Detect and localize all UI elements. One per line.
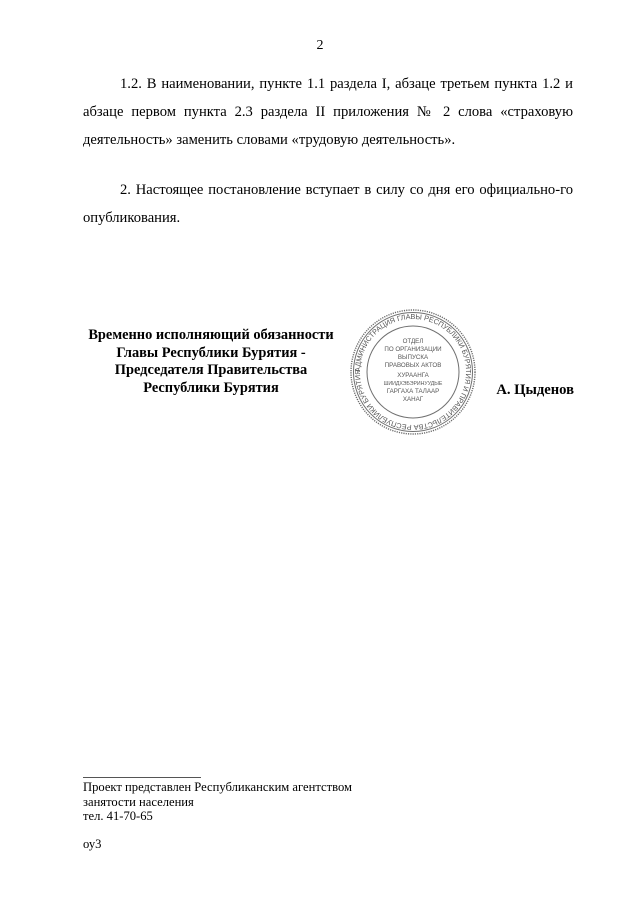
paragraph-effective-date: 2. Настоящее постановление вступает в силу со дня его официально-го опубликования.	[83, 182, 573, 226]
document-code: оу3	[83, 836, 102, 851]
signatory-position-line: Временно исполняющий обязанности	[88, 327, 334, 343]
official-seal-icon	[349, 308, 477, 436]
footnote	[83, 780, 352, 851]
signatory-name: А. Цыденов	[496, 382, 574, 398]
footnote-line: Проект представлен Республиканским агентством	[83, 780, 352, 794]
seal-inner-line: ШИИДХЭБЭРИНУУДЫЕ	[383, 381, 443, 387]
seal-inner-line: ВЫПУСКА	[397, 354, 429, 361]
signatory-position-line: Председателя Правительства	[114, 362, 308, 378]
seal-inner-line: ПРАВОВЫХ АКТОВ	[384, 362, 442, 369]
signatory-position-line: Республики Бурятия	[143, 379, 279, 396]
page-number: 2	[316, 38, 324, 53]
seal-inner-line: ГАРГАХА ТАЛААР	[386, 388, 440, 395]
seal-outer-text: АДМИНИСТРАЦИЯ ГЛАВЫ РЕСПУБЛИКИ БУРЯТИЯ И ПРАВИТЕЛЬСТВА РЕСПУБЛИКИ БУРЯТИЯ	[352, 311, 474, 433]
seal-inner-line: ПО ОРГАНИЗАЦИИ	[384, 346, 442, 353]
seal-inner-line: ОТДЕЛ	[402, 338, 424, 345]
paragraph-amendment: 1.2. В наименовании, пункте 1.1 раздела I, абзаце третьем пункта 1.2 и абзаце первом пункта 2.3 раздела II приложения № 2 слова «страховую деятельность» заменить словами «трудовую деятельность».	[83, 76, 573, 148]
footnote-divider	[83, 777, 201, 778]
footnote-line: занятости населения	[83, 794, 194, 809]
signatory-position	[76, 327, 346, 397]
seal-inner-line: ХУРААНГА	[397, 372, 429, 379]
signatory-position-line: Главы Республики Бурятия -	[116, 344, 306, 361]
seal-inner-line: ХАНАГ	[402, 396, 424, 403]
footnote-line: тел. 41-70-65	[83, 809, 153, 823]
